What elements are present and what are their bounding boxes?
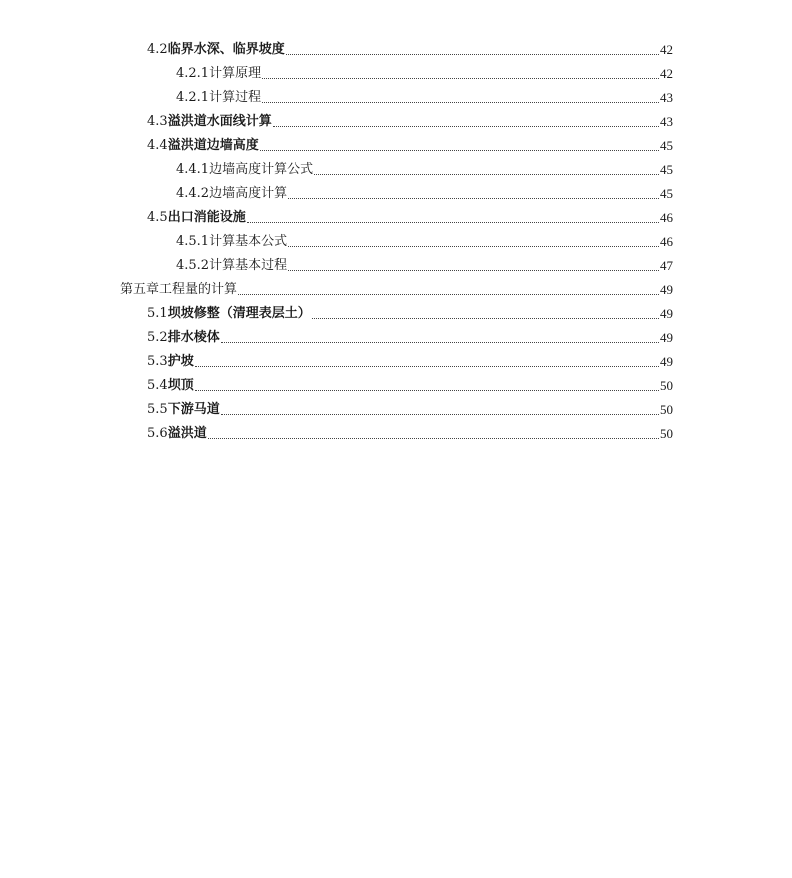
toc-entry-title: 计算过程 (209, 90, 262, 105)
dot-leader (314, 173, 659, 175)
toc-entry-number: 4.4.2 (176, 186, 210, 201)
toc-entry[interactable] (176, 228, 673, 250)
toc-entry-title: 溢洪道 (167, 426, 207, 441)
toc-entry[interactable] (147, 300, 673, 322)
toc-entry-page: 42 (660, 42, 673, 57)
toc-entry-page: 49 (660, 330, 673, 345)
toc-entry-number: 5.1 (147, 306, 168, 321)
toc-entry-page: 47 (660, 258, 673, 273)
toc-entry-number: 5.3 (147, 354, 168, 369)
dot-leader (288, 245, 659, 247)
toc-entry-number: 4.2 (147, 42, 168, 57)
toc-entry-title: 坝坡修整（清理表层土） (167, 306, 311, 321)
toc-entry[interactable] (147, 396, 673, 418)
toc-entry-page: 42 (660, 66, 673, 81)
toc-entry-number: 5.6 (147, 426, 168, 441)
toc-entry[interactable] (176, 84, 673, 106)
toc-entry[interactable] (147, 372, 673, 394)
toc-entry-page: 50 (660, 378, 673, 393)
toc-entry[interactable] (176, 252, 673, 274)
toc-entry-page: 49 (660, 354, 673, 369)
toc-entry-page: 45 (660, 186, 673, 201)
toc-entry[interactable] (120, 276, 673, 298)
toc-entry-number: 4.4.1 (176, 162, 210, 177)
toc-entry[interactable] (147, 348, 673, 370)
toc-entry[interactable] (176, 180, 673, 202)
toc-entry-title: 边墙高度计算公式 (209, 162, 314, 177)
toc-entry[interactable] (147, 132, 673, 154)
toc-entry-number: 4.5.1 (176, 234, 210, 249)
dot-leader (288, 197, 659, 199)
dot-leader (262, 101, 659, 103)
toc-entry-page: 43 (660, 114, 673, 129)
toc-entry-page: 49 (660, 282, 673, 297)
toc-entry-number: 5.5 (147, 402, 168, 417)
toc-entry-title: 工程量的计算 (159, 282, 238, 297)
dot-leader (195, 365, 659, 367)
toc-entry-page: 45 (660, 162, 673, 177)
dot-leader (273, 125, 659, 127)
dot-leader (247, 221, 659, 223)
toc-entry-page: 43 (660, 90, 673, 105)
toc-entry-number: 4.2.1 (176, 90, 210, 105)
toc-entry-number: 4.5 (147, 210, 168, 225)
toc-entry-page: 49 (660, 306, 673, 321)
toc-entry[interactable] (147, 108, 673, 130)
dot-leader (288, 269, 659, 271)
dot-leader (221, 413, 659, 415)
toc-entry-title: 临界水深、临界坡度 (167, 42, 285, 57)
toc-entry-title: 计算基本公式 (209, 234, 288, 249)
toc-entry-page: 45 (660, 138, 673, 153)
dot-leader (262, 77, 659, 79)
toc-entry-number: 4.5.2 (176, 258, 210, 273)
toc-entry[interactable] (176, 60, 673, 82)
toc-entry-number: 5.4 (147, 378, 168, 393)
toc-entry-page: 50 (660, 402, 673, 417)
toc-entry-number: 4.3 (147, 114, 168, 129)
dot-leader (195, 389, 659, 391)
toc-entry-number: 4.2.1 (176, 66, 210, 81)
toc-entry-number: 4.4 (147, 138, 168, 153)
toc-entry-page: 46 (660, 234, 673, 249)
toc-entry-number: 5.2 (147, 330, 168, 345)
toc-entry-title: 边墙高度计算 (209, 186, 288, 201)
toc-entry-title: 溢洪道边墙高度 (167, 138, 259, 153)
toc-entry[interactable] (147, 36, 673, 58)
toc-entry[interactable] (147, 324, 673, 346)
toc-entry[interactable] (176, 156, 673, 178)
toc-entry-page: 50 (660, 426, 673, 441)
toc-entry[interactable] (147, 204, 673, 226)
toc-entry-title: 护坡 (167, 354, 194, 369)
toc-entry[interactable] (147, 420, 673, 442)
dot-leader (208, 437, 659, 439)
toc-entry-title: 溢洪道水面线计算 (167, 114, 272, 129)
dot-leader (286, 53, 659, 55)
toc-entry-title: 计算基本过程 (209, 258, 288, 273)
dot-leader (238, 293, 659, 295)
dot-leader (221, 341, 659, 343)
toc-entry-page: 46 (660, 210, 673, 225)
toc-entry-title: 坝顶 (167, 378, 194, 393)
toc-entry-title: 下游马道 (167, 402, 220, 417)
toc-entry-title: 计算原理 (209, 66, 262, 81)
toc-entry-number: 第五章 (120, 282, 160, 297)
dot-leader (312, 317, 659, 319)
toc-entry-title: 排水棱体 (167, 330, 220, 345)
toc-entry-title: 出口消能设施 (167, 210, 246, 225)
dot-leader (260, 149, 659, 151)
